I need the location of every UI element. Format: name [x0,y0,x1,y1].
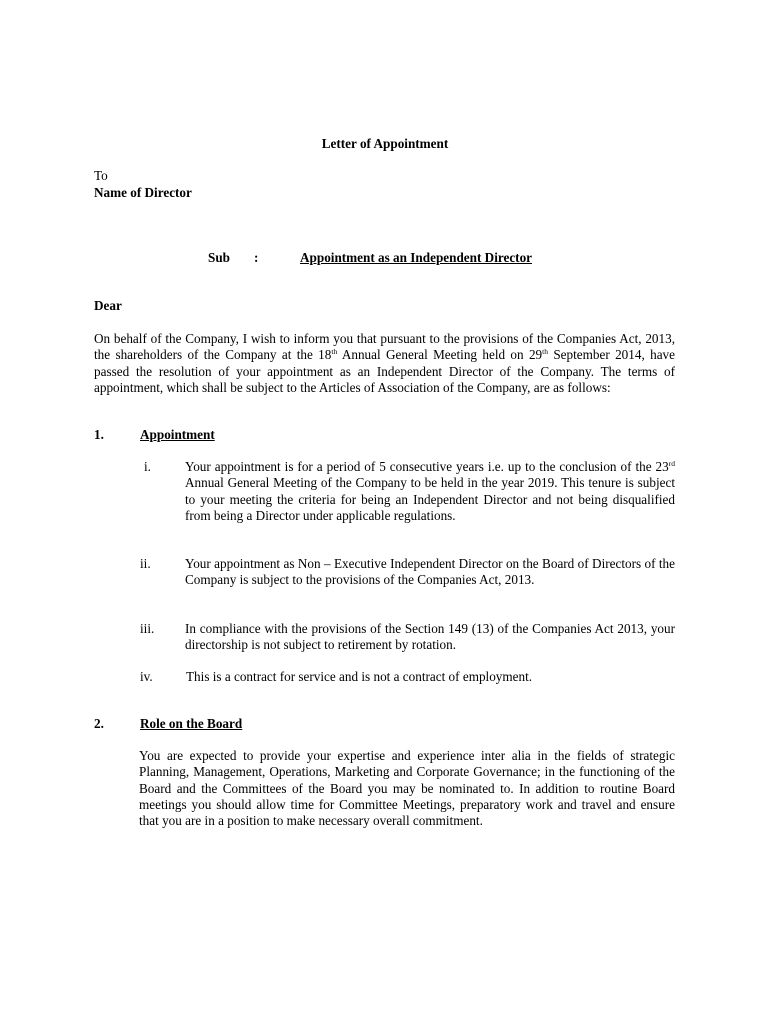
list-item-i [0,459,770,539]
list-text-iv: This is a contract for service and is not a contract of employment. [186,669,533,684]
list-text-i-part-2: Annual General Meeting of the Company to be held in the year 2019. This tenure is subject to your meeting the criteria for being an Independent Director and not being disqualified from being a Director under applicable regulations. [185,475,675,523]
intro-superscript-2: th [542,347,548,357]
to-label: To [94,168,108,183]
list-item-ii [0,556,770,606]
list-number-ii: ii. [140,556,151,571]
salutation: Dear [94,298,122,313]
section-2-number: 2. [94,716,104,731]
list-text-i-part-1: Your appointment is for a period of 5 consecutive years i.e. up to the conclusion of the 23 [185,459,669,474]
list-text-ii: Your appointment as Non – Executive Independent Director on the Board of Directors of the Company is subject to the provisions of the Companies Act, 2013. [185,556,675,588]
intro-text-part-1: On behalf of the Company, I wish to inform you that pursuant to the provisions of the Companies Act, 2013, the shareholders of the Company at the 18 [94,331,675,363]
section-1-number: 1. [94,427,104,442]
subject-label: Sub [208,250,231,265]
subject-colon: : [254,250,259,265]
section-2-heading: Role on the Board [140,716,243,731]
list-item-iv [0,669,770,687]
subject-line: Appointment as an Independent Director [300,250,533,265]
list-text-i [185,459,675,524]
list-number-iii: iii. [140,621,155,636]
list-item-iii [0,621,770,655]
list-number-iv: iv. [140,669,153,684]
list-text-iii: In compliance with the provisions of the Section 149 (13) of the Companies Act 2013, your directorship is not subject to retirement by rotation. [185,621,675,653]
intro-paragraph [94,331,675,396]
list-number-i: i. [144,459,151,474]
section-1-heading: Appointment [140,427,215,442]
intro-superscript-1: th [331,347,338,357]
list-text-i-superscript: rd [668,459,675,468]
intro-text-part-2: Annual General Meeting held on 29 [337,347,543,363]
addressee-name: Name of Director [94,185,192,200]
document-title: Letter of Appointment [321,136,449,151]
section-2-body: You are expected to provide your expertise and experience inter alia in the fields of strategic Planning, Management, Operations, Marketing and Corporate Governance; in the functioning of the Board and the Committees of the Board you may be nominated to. In addition to routine Board meetings you should allow time for Committee Meetings, preparatory work and travel and ensure that you are in a position to make necessary overall commitment. [139,748,675,829]
intro-text-part-3: September 2014, have passed the resolution of your appointment as an Independent Director of the Company. The terms of appointment, which shall be subject to the Articles of Association of the Company, are as follows: [94,347,675,395]
